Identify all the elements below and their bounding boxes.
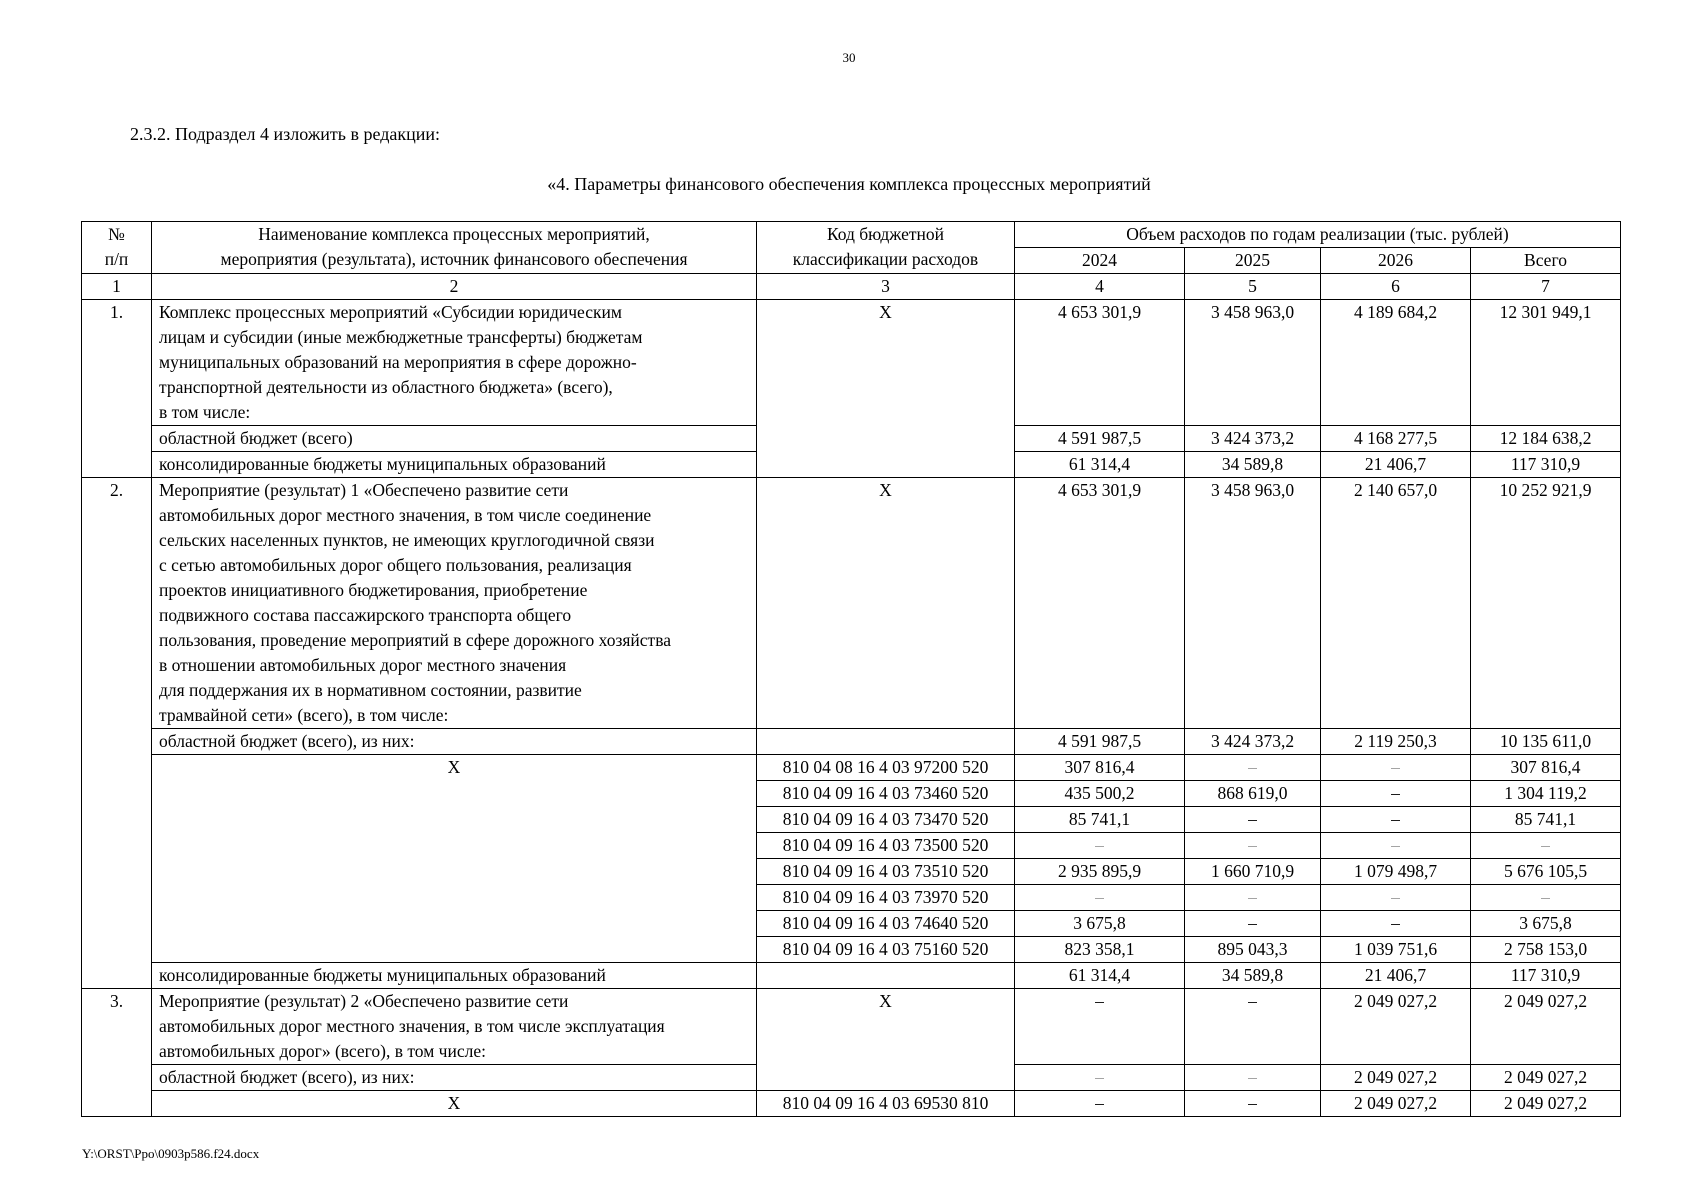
value-2024: 4 653 301,9 — [1015, 300, 1185, 426]
row-code — [757, 729, 1015, 755]
header-year-2025: 2025 — [1185, 248, 1321, 274]
value-2026: – — [1321, 755, 1471, 781]
header-code: Код бюджетной классификации расходов — [757, 222, 1015, 274]
table-row — [82, 1091, 1621, 1117]
value-total: 5 676 105,5 — [1471, 859, 1621, 885]
value-2025: 34 589,8 — [1185, 452, 1321, 478]
value-2024: – — [1015, 885, 1185, 911]
row-code — [757, 963, 1015, 989]
value-2026: – — [1321, 781, 1471, 807]
value-2024: 61 314,4 — [1015, 452, 1185, 478]
value-2024: 435 500,2 — [1015, 781, 1185, 807]
row-name: Х — [152, 1091, 757, 1117]
value-2025: 3 458 963,0 — [1185, 300, 1321, 426]
value-2024: 85 741,1 — [1015, 807, 1185, 833]
value-2024: 4 591 987,5 — [1015, 426, 1185, 452]
budget-code: 810 04 09 16 4 03 73470 520 — [757, 807, 1015, 833]
value-2026: 2 140 657,0 — [1321, 478, 1471, 729]
row-number: 1. — [82, 300, 152, 478]
value-2024: 4 591 987,5 — [1015, 729, 1185, 755]
row-number: 2. — [82, 478, 152, 989]
budget-code: 810 04 09 16 4 03 73510 520 — [757, 859, 1015, 885]
column-index: 5 — [1185, 274, 1321, 300]
value-2026: 2 049 027,2 — [1321, 1065, 1471, 1091]
table-row — [82, 989, 1621, 1065]
header-volume: Объем расходов по годам реализации (тыс. рублей) — [1015, 222, 1621, 248]
value-2025: 1 660 710,9 — [1185, 859, 1321, 885]
value-2026: 4 168 277,5 — [1321, 426, 1471, 452]
header-num: № п/п — [82, 222, 152, 274]
value-total: 2 049 027,2 — [1471, 1065, 1621, 1091]
value-2026: – — [1321, 833, 1471, 859]
value-total: 2 758 153,0 — [1471, 937, 1621, 963]
budget-code: 810 04 09 16 4 03 73500 520 — [757, 833, 1015, 859]
value-total: – — [1471, 833, 1621, 859]
value-total: 85 741,1 — [1471, 807, 1621, 833]
value-2026: – — [1321, 807, 1471, 833]
row-name: областной бюджет (всего), из них: — [152, 1065, 757, 1091]
budget-code: 810 04 09 16 4 03 74640 520 — [757, 911, 1015, 937]
column-index: 1 — [82, 274, 152, 300]
value-2024: 823 358,1 — [1015, 937, 1185, 963]
header-year-2026: 2026 — [1321, 248, 1471, 274]
intro-text: 2.3.2. Подраздел 4 изложить в редакции: — [130, 124, 441, 144]
table-title: «4. Параметры финансового обеспечения комплекса процессных мероприятий — [547, 174, 1151, 194]
row-name: областной бюджет (всего) — [152, 426, 757, 452]
value-2025: – — [1185, 885, 1321, 911]
value-2026: 2 119 250,3 — [1321, 729, 1471, 755]
row-name: Комплекс процессных мероприятий «Субсидии юридическим лицам и субсидии (иные межбюджетные трансферты) бюджетам муниципальных образований на мероприятия в сфере дорожно- транспортной деятельности из областного бюджета» (всего), в том числе: — [152, 300, 757, 426]
row-name: консолидированные бюджеты муниципальных образований — [152, 452, 757, 478]
value-2024: – — [1015, 833, 1185, 859]
value-total: 10 135 611,0 — [1471, 729, 1621, 755]
row-name: Мероприятие (результат) 2 «Обеспечено развитие сети автомобильных дорог местного значения, в том числе эксплуатация автомобильных дорог» (всего), в том числе: — [152, 989, 757, 1065]
value-2026: 1 079 498,7 — [1321, 859, 1471, 885]
budget-code: 810 04 09 16 4 03 75160 520 — [757, 937, 1015, 963]
column-index: 2 — [152, 274, 757, 300]
row-code: Х — [757, 300, 1015, 478]
value-total: 307 816,4 — [1471, 755, 1621, 781]
value-2024: 3 675,8 — [1015, 911, 1185, 937]
value-2025: – — [1185, 911, 1321, 937]
value-2024: 307 816,4 — [1015, 755, 1185, 781]
header-name: Наименование комплекса процессных мероприятий, мероприятия (результата), источник финансового обеспечения — [152, 222, 757, 274]
value-2024: – — [1015, 989, 1185, 1065]
table-row — [82, 963, 1621, 989]
value-2025: 895 043,3 — [1185, 937, 1321, 963]
value-2024: 4 653 301,9 — [1015, 478, 1185, 729]
row-name: Мероприятие (результат) 1 «Обеспечено развитие сети автомобильных дорог местного значения, в том числе соединение сельских населенных пунктов, не имеющих круглогодичной связи с сетью автомобильных дорог общего пользования, реализация проектов инициативного бюджетирования, приобретение подвижного состава пассажирского транспорта общего пользования, проведение мероприятий в сфере дорожного хозяйства в отношении автомобильных дорог местного значения для поддержания их в нормативном состоянии, развитие трамвайной сети» (всего), в том числе: — [152, 478, 757, 729]
table-row — [82, 729, 1621, 755]
value-total: 1 304 119,2 — [1471, 781, 1621, 807]
value-2024: 61 314,4 — [1015, 963, 1185, 989]
value-2025: – — [1185, 1065, 1321, 1091]
budget-code: 810 04 09 16 4 03 73460 520 — [757, 781, 1015, 807]
value-2025: 868 619,0 — [1185, 781, 1321, 807]
column-index: 3 — [757, 274, 1015, 300]
table-row — [82, 478, 1621, 729]
value-2024: – — [1015, 1091, 1185, 1117]
value-2026: 2 049 027,2 — [1321, 989, 1471, 1065]
value-2026: – — [1321, 885, 1471, 911]
row-name: областной бюджет (всего), из них: — [152, 729, 757, 755]
value-2026: 1 039 751,6 — [1321, 937, 1471, 963]
column-index: 6 — [1321, 274, 1471, 300]
value-2025: 3 424 373,2 — [1185, 426, 1321, 452]
value-total: 2 049 027,2 — [1471, 989, 1621, 1065]
value-2025: – — [1185, 989, 1321, 1065]
value-2026: – — [1321, 911, 1471, 937]
file-path-footer: Y:\ORST\Ppo\0903p586.f24.docx — [82, 1146, 260, 1161]
row-name: Х — [152, 755, 757, 963]
value-2025: 34 589,8 — [1185, 963, 1321, 989]
value-total: 12 184 638,2 — [1471, 426, 1621, 452]
row-code: Х — [757, 478, 1015, 729]
value-2024: – — [1015, 1065, 1185, 1091]
column-index: 4 — [1015, 274, 1185, 300]
table-row — [82, 300, 1621, 426]
header-year-2024: 2024 — [1015, 248, 1185, 274]
value-total: 2 049 027,2 — [1471, 1091, 1621, 1117]
value-total: 117 310,9 — [1471, 452, 1621, 478]
row-code: Х — [757, 989, 1015, 1091]
value-2025: – — [1185, 755, 1321, 781]
table-row — [82, 755, 1621, 781]
column-index: 7 — [1471, 274, 1621, 300]
value-2025: 3 458 963,0 — [1185, 478, 1321, 729]
column-index-row — [82, 274, 1621, 300]
row-name: консолидированные бюджеты муниципальных образований — [152, 963, 757, 989]
value-total: – — [1471, 885, 1621, 911]
value-2024: 2 935 895,9 — [1015, 859, 1185, 885]
value-2026: 21 406,7 — [1321, 963, 1471, 989]
page-number: 30 — [842, 50, 856, 65]
header-row — [82, 222, 1621, 248]
value-2026: 21 406,7 — [1321, 452, 1471, 478]
value-2026: 4 189 684,2 — [1321, 300, 1471, 426]
budget-code: 810 04 08 16 4 03 97200 520 — [757, 755, 1015, 781]
value-total: 3 675,8 — [1471, 911, 1621, 937]
value-total: 117 310,9 — [1471, 963, 1621, 989]
value-total: 10 252 921,9 — [1471, 478, 1621, 729]
value-2025: – — [1185, 807, 1321, 833]
row-number: 3. — [82, 989, 152, 1117]
value-2026: 2 049 027,2 — [1321, 1091, 1471, 1117]
value-2025: – — [1185, 1091, 1321, 1117]
value-total: 12 301 949,1 — [1471, 300, 1621, 426]
budget-code: 810 04 09 16 4 03 73970 520 — [757, 885, 1015, 911]
budget-code: 810 04 09 16 4 03 69530 810 — [757, 1091, 1015, 1117]
value-2025: – — [1185, 833, 1321, 859]
header-total: Всего — [1471, 248, 1621, 274]
financing-table — [81, 221, 1621, 1117]
value-2025: 3 424 373,2 — [1185, 729, 1321, 755]
